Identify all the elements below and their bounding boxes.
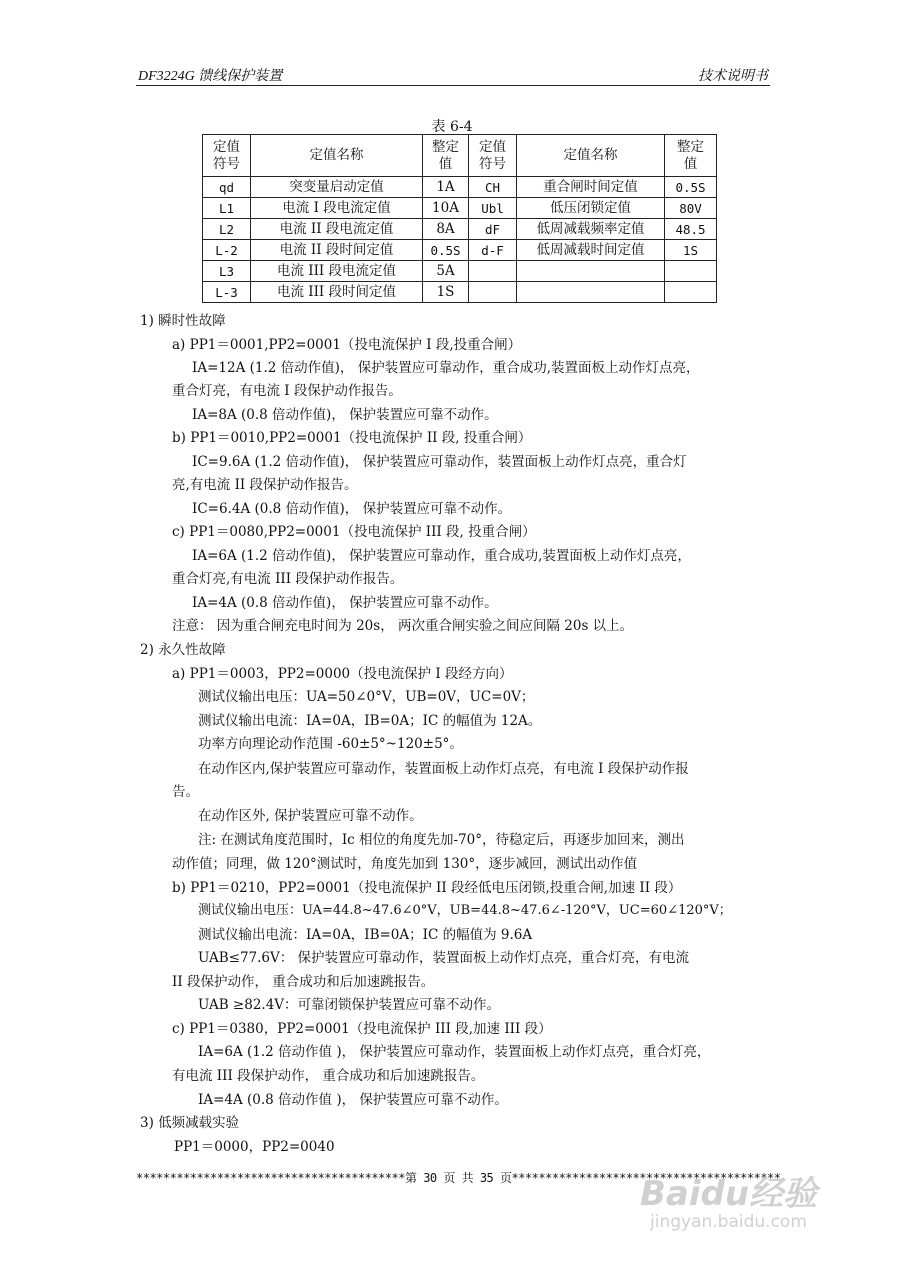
table-cell: 0.5S — [665, 177, 717, 198]
paragraph-line: 亮,有电流 II 段保护动作报告。 — [172, 477, 358, 493]
watermark-brand: Baidu经验 — [640, 1174, 818, 1214]
note-line: 动作值；同理，做 120°测试时，角度先加到 130°，逐步减回，测试出动作值 — [172, 856, 638, 872]
paragraph-line: 重合灯亮，有电流 I 段保护动作报告。 — [172, 383, 402, 399]
table-cell: 电流 I 段电流定值 — [251, 198, 423, 219]
table-cell: 低周减载时间定值 — [517, 240, 665, 261]
table-row — [203, 219, 717, 240]
table-cell: 0.5S — [423, 240, 469, 261]
table-cell: 低周减载频率定值 — [517, 219, 665, 240]
table-cell: 突变量启动定值 — [251, 177, 423, 198]
table-cell: 1S — [665, 240, 717, 261]
table-cell: L-2 — [203, 240, 251, 261]
table-cell: qd — [203, 177, 251, 198]
note-line: 注意： 因为重合闸充电时间为 20s， 两次重合闸实验之间应间隔 20s 以上。 — [172, 618, 634, 634]
paragraph-line: 功率方向理论动作范围 -60±5°~120±5°。 — [198, 736, 463, 752]
table-cell: 48.5 — [665, 219, 717, 240]
paragraph-line: 在动作区内,保护装置应可靠动作，装置面板上动作灯点亮，有电流 I 段保护动作报 — [198, 761, 689, 777]
paragraph-line: UAB≤77.6V： 保护装置应可靠动作，装置面板上动作灯点亮，重合灯亮，有电流 — [198, 950, 690, 966]
table-cell: 1A — [423, 177, 469, 198]
table-cell: L-3 — [203, 282, 251, 303]
table-header-cell: 整定 值 — [665, 135, 717, 177]
table-header-row — [203, 135, 717, 177]
table-row — [203, 177, 717, 198]
page-footer: ****************************************第 30 页 共 35 页**************************************** — [136, 1171, 781, 1185]
table-cell: 电流 II 段时间定值 — [251, 240, 423, 261]
settings-table — [202, 134, 717, 303]
paragraph-line: 测试仪输出电压：UA=50∠0°V，UB=0V，UC=0V； — [198, 689, 535, 705]
table-cell: L1 — [203, 198, 251, 219]
watermark — [640, 1162, 860, 1242]
table-caption: 表 6-4 — [431, 119, 473, 135]
table-cell: 10A — [423, 198, 469, 219]
paragraph-line: 测试仪输出电压：UA=44.8~47.6∠0°V，UB=44.8~47.6∠-120°V，UC=60∠120°V； — [198, 903, 732, 918]
table-cell: 1S — [423, 282, 469, 303]
table-cell: L2 — [203, 219, 251, 240]
table-cell: 5A — [423, 261, 469, 282]
subsection-heading: a) PP1＝0003，PP2=0000（投电流保护 I 段经方向） — [172, 666, 513, 682]
header-doc-type: 技术说明书 — [698, 69, 768, 84]
table-cell: Ubl — [469, 198, 517, 219]
table-row — [203, 282, 717, 303]
header-doc-title: DF3224G 馈线保护装置 — [138, 69, 283, 84]
table-cell: 重合闸时间定值 — [517, 177, 665, 198]
paragraph-line: IA=6A (1.2 倍动作值 )， 保护装置应可靠动作，装置面板上动作灯点亮，重合灯亮， — [198, 1044, 711, 1060]
table-row — [203, 261, 717, 282]
table-cell: L3 — [203, 261, 251, 282]
paragraph-line: IC=6.4A (0.8 倍动作值)， 保护装置应可靠不动作。 — [192, 501, 512, 517]
table-cell — [665, 282, 717, 303]
subsection-heading: a) PP1＝0001,PP2=0001（投电流保护 I 段,投重合闸） — [172, 337, 522, 353]
paragraph-line: 告。 — [172, 784, 199, 800]
table-row — [203, 240, 717, 261]
table-cell — [517, 261, 665, 282]
table-cell — [469, 261, 517, 282]
paragraph-line: 在动作区外, 保护装置应可靠不动作。 — [198, 808, 423, 824]
subsection-heading: b) PP1＝0210，PP2=0001（投电流保护 II 段经低电压闭锁,投重合闸,加速 II 段） — [172, 880, 682, 896]
paragraph-line: 有电流 III 段保护动作， 重合成功和后加速跳报告。 — [172, 1068, 485, 1084]
paragraph-line: IA=8A (0.8 倍动作值)， 保护装置应可靠不动作。 — [192, 407, 498, 423]
table-header-cell: 定值 符号 — [203, 135, 251, 177]
paragraph-line: PP1＝0000，PP2=0040 — [174, 1139, 335, 1155]
section-heading: 2) 永久性故障 — [140, 642, 226, 658]
table-header-cell: 定值 符号 — [469, 135, 517, 177]
table-cell: dF — [469, 219, 517, 240]
table-header-cell: 整定 值 — [423, 135, 469, 177]
note-line: 注: 在测试角度范围时，Ic 相位的角度先加-70°，待稳定后，再逐步加回来，测出 — [198, 832, 685, 848]
table-cell: 电流 II 段电流定值 — [251, 219, 423, 240]
table-header-cell: 定值名称 — [517, 135, 665, 177]
table-row — [203, 198, 717, 219]
table-cell: 电流 III 段时间定值 — [251, 282, 423, 303]
section-heading: 1) 瞬时性故障 — [140, 313, 226, 329]
subsection-heading: c) PP1＝0080,PP2=0001（投电流保护 III 段, 投重合闸） — [172, 524, 536, 540]
paragraph-line: IA=12A (1.2 倍动作值)， 保护装置应可靠动作，重合成功,装置面板上动作灯点亮， — [192, 360, 700, 376]
table-cell — [469, 282, 517, 303]
table-cell — [665, 261, 717, 282]
table-cell: 电流 III 段电流定值 — [251, 261, 423, 282]
table-cell: CH — [469, 177, 517, 198]
paragraph-line: II 段保护动作， 重合成功和后加速跳报告。 — [172, 974, 435, 990]
paragraph-line: IC=9.6A (1.2 倍动作值)， 保护装置应可靠动作，装置面板上动作灯点亮，重合灯 — [192, 454, 687, 470]
paragraph-line: UAB ≥82.4V：可靠闭锁保护装置应可靠不动作。 — [198, 997, 501, 1013]
subsection-heading: b) PP1＝0010,PP2=0001（投电流保护 II 段, 投重合闸） — [172, 430, 532, 446]
paragraph-line: IA=4A (0.8 倍动作值)， 保护装置应可靠不动作。 — [192, 595, 498, 611]
table-cell — [517, 282, 665, 303]
paragraph-line: 测试仪输出电流：IA=0A，IB=0A；IC 的幅值为 12A。 — [198, 713, 542, 729]
table-cell: 低压闭锁定值 — [517, 198, 665, 219]
paragraph-line: 重合灯亮,有电流 III 段保护动作报告。 — [172, 571, 404, 587]
table-header-cell: 定值名称 — [251, 135, 423, 177]
paragraph-line: IA=4A (0.8 倍动作值 )， 保护装置应可靠不动作。 — [198, 1092, 508, 1108]
table-cell: d-F — [469, 240, 517, 261]
paragraph-line: 测试仪输出电流：IA=0A，IB=0A；IC 的幅值为 9.6A — [198, 927, 533, 943]
table-cell: 8A — [423, 219, 469, 240]
watermark-url: jingyan.baidu.com — [650, 1212, 807, 1232]
subsection-heading: c) PP1＝0380，PP2=0001（投电流保护 III 段,加速 III 段） — [172, 1021, 552, 1037]
page-header — [136, 63, 770, 86]
table-cell: 80V — [665, 198, 717, 219]
paragraph-line: IA=6A (1.2 倍动作值)， 保护装置应可靠动作，重合成功,装置面板上动作灯点亮， — [192, 548, 691, 564]
section-heading: 3) 低频减载实验 — [140, 1115, 240, 1131]
